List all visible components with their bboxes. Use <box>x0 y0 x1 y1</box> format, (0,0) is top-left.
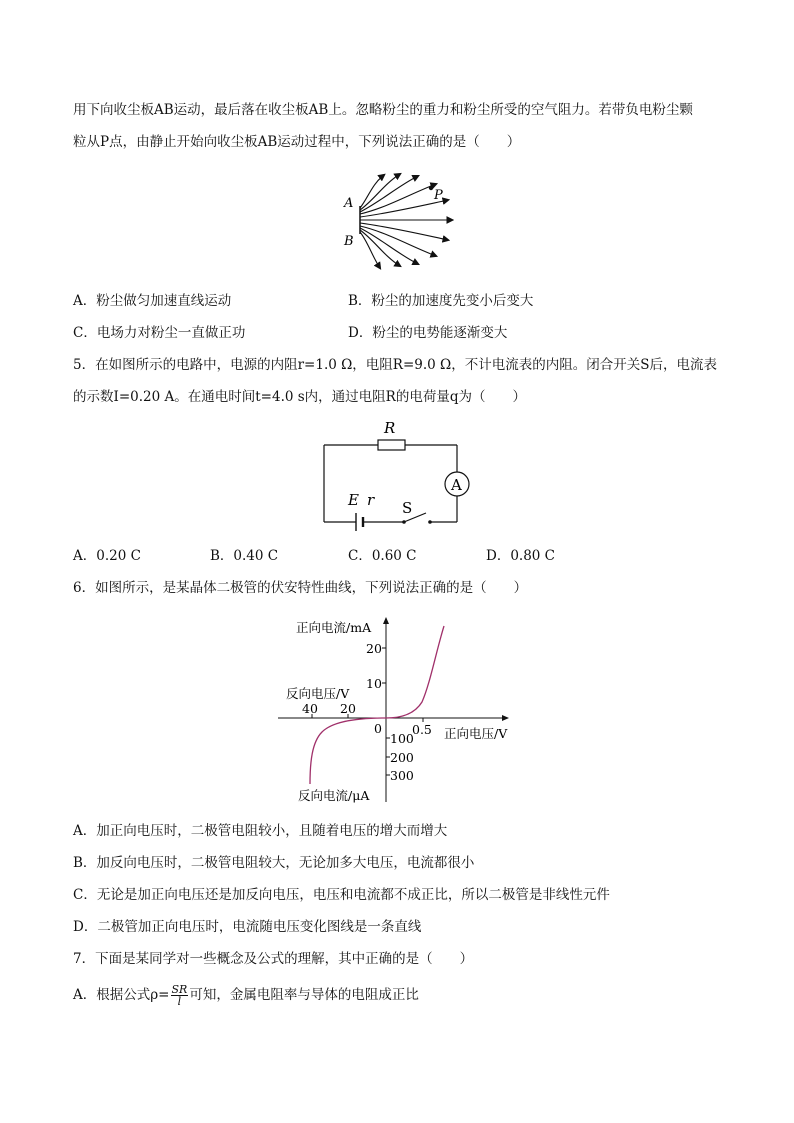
y-pos-label: 正向电流/mA <box>296 620 372 635</box>
fraction-numerator: SR <box>171 983 188 996</box>
q5-option-b: B．0.40 C <box>210 548 279 564</box>
q7-option-a-suffix: 可知，金属电阻率与导体的电阻成正比 <box>189 987 419 1003</box>
formula-fraction <box>171 984 189 1007</box>
origin-label: 0 <box>374 721 382 736</box>
y-tick-100: 100 <box>390 731 414 746</box>
q5-option-c: C．0.60 C <box>348 548 417 564</box>
q6-option-b: B．加反向电压时，二极管电阻较大，无论加多大电压，电流都很小 <box>73 855 475 871</box>
q6-option-d: D．二极管加正向电压时，电流随电压变化图线是一条直线 <box>73 919 422 935</box>
q4-option-b: B．粉尘的加速度先变小后变大 <box>348 293 534 309</box>
q4-option-c: C．电场力对粉尘一直做正功 <box>73 325 246 341</box>
y-tick-20: 20 <box>366 641 382 656</box>
label-a: A <box>344 196 354 211</box>
y-tick-300: 300 <box>390 768 414 783</box>
x-pos-label: 正向电压/V <box>444 726 508 741</box>
q7-option-a-prefix: A．根据公式ρ= <box>73 987 170 1003</box>
q5-stem-line1: 5．在如图所示的电路中，电源的内阻r=1.0 Ω，电阻R=9.0 Ω，不计电流表的内阻。闭合开关S后，电流表 <box>73 357 717 373</box>
q7-stem: 7．下面是某同学对一些概念及公式的理解，其中正确的是（ ） <box>73 951 474 967</box>
diode-iv-graph <box>272 612 522 806</box>
q6-option-a: A．加正向电压时，二极管电阻较小，且随着电压的增大而增大 <box>73 823 448 839</box>
label-switch-s: S <box>402 499 413 517</box>
fraction-denominator: l <box>177 995 182 1008</box>
y-tick-200: 200 <box>390 750 414 765</box>
x-tick-40: 40 <box>302 701 318 716</box>
y-neg-label: 反向电流/μA <box>298 788 370 803</box>
x-tick-20: 20 <box>340 701 356 716</box>
electric-field-figure <box>340 168 465 274</box>
q4-stem-line2: 粒从P点，由静止开始向收尘板AB运动过程中，下列说法正确的是（ ） <box>73 134 521 150</box>
label-internal-r: r <box>367 491 375 509</box>
label-resistor-r: R <box>384 419 396 437</box>
label-b: B <box>344 234 354 249</box>
q5-stem-line2: 的示数I=0.20 A。在通电时间t=4.0 s内，通过电阻R的电荷量q为（ ） <box>73 389 526 405</box>
q4-stem-line1: 用下向收尘板AB运动，最后落在收尘板AB上。忽略粉尘的重力和粉尘所受的空气阻力。若带负电粉尘颗 <box>73 102 693 118</box>
q5-option-d: D．0.80 C <box>486 548 556 564</box>
q4-option-a: A．粉尘做匀加速直线运动 <box>73 293 232 309</box>
q6-stem: 6．如图所示，是某晶体二极管的伏安特性曲线，下列说法正确的是（ ） <box>73 580 528 596</box>
ammeter-icon: A <box>451 476 462 494</box>
q7-option-a <box>73 984 419 1007</box>
q5-option-a: A．0.20 C <box>73 548 141 564</box>
y-tick-10: 10 <box>366 676 382 691</box>
x-tick-0-5: 0.5 <box>412 722 432 737</box>
q6-option-c: C．无论是加正向电压还是加反向电压，电压和电流都不成正比，所以二极管是非线性元件 <box>73 887 610 903</box>
q4-option-d: D．粉尘的电势能逐渐变大 <box>348 325 508 341</box>
x-neg-label: 反向电压/V <box>286 686 350 701</box>
label-emf-e: E <box>348 491 359 509</box>
label-p: P <box>434 188 443 203</box>
circuit-figure <box>318 414 478 532</box>
